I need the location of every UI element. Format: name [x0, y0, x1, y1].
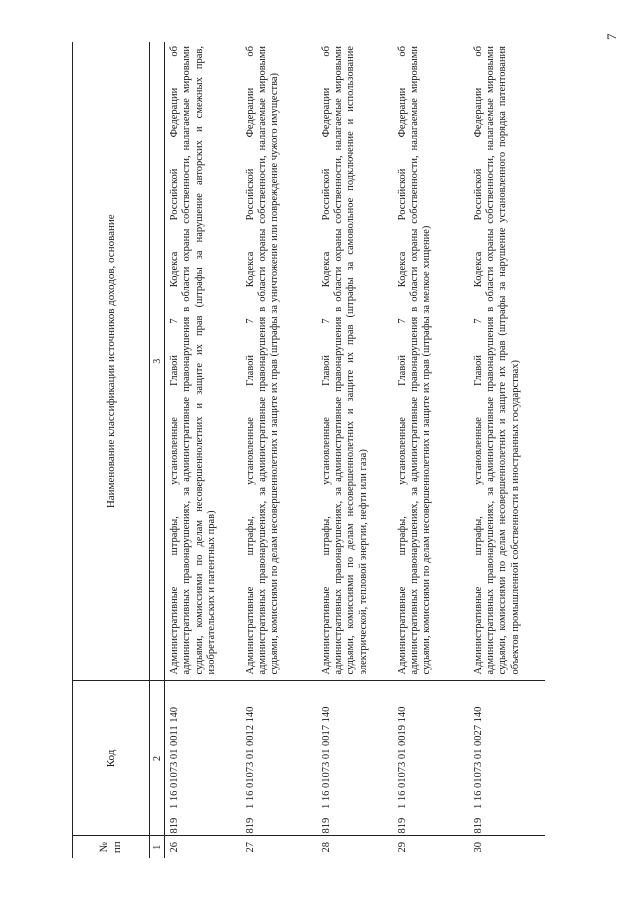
description-text: административных правонарушениях, за административные правонарушения в области охраны собственности, налагаемые мировыми судьями, комиссиями по делам несовершеннолетних и защите их прав (штрафы за мелкое хищение) — [408, 45, 433, 675]
rotated-table-container — [72, 42, 542, 858]
row-number: 28 — [320, 842, 332, 853]
header-code: Код — [73, 681, 150, 836]
description-text: административных правонарушениях, за административные правонарушения в области охраны собственности, налагаемые мировыми судьями, комиссиями по делам несовершеннолетних и защите их прав (штрафы за уничтожение или повреждение чужого имущества) — [256, 45, 281, 675]
row-number: 27 — [244, 842, 256, 853]
description — [165, 42, 241, 681]
table-row — [393, 42, 469, 858]
classification-code: 1 16 01073 01 0012 140 — [244, 706, 256, 809]
classification-code: 1 16 01073 01 0017 140 — [320, 706, 332, 809]
row-number: 26 — [169, 842, 180, 853]
row-number: 30 — [472, 842, 484, 853]
header-num: № пп — [73, 836, 150, 858]
row-number: 29 — [396, 842, 408, 853]
description-first-line: Административные штрафы, установленные Главой 7 Кодекса Российской Федерации об — [169, 45, 180, 675]
code-prefix: 819 — [317, 811, 393, 836]
table-row — [165, 42, 241, 858]
description — [317, 42, 393, 681]
description — [469, 42, 545, 681]
description-text: административных правонарушениях, за административные правонарушения в области охраны собственности, налагаемые мировыми судьями, комиссиями по делам несовершеннолетних и защите их прав (штрафы за нарушение установленного порядка патентования объектов промышленной собственности в иностранных государствах) — [484, 45, 521, 675]
description — [241, 42, 317, 681]
table-row — [241, 42, 317, 858]
column-number-1: 1 — [150, 836, 165, 858]
income-classification-table — [72, 42, 545, 858]
header-name: Наименование классификации источников доходов, основание — [73, 42, 150, 681]
description-first-line: Административные штрафы, установленные Главой 7 Кодекса Российской Федерации об — [472, 45, 484, 675]
description-text: административных правонарушениях, за административные правонарушения в области охраны собственности, налагаемые мировыми судьями, комиссиями по делам несовершеннолетних и защите их прав (штрафы за нарушение авторских и смежных прав, изобретательских и патентных прав) — [181, 45, 218, 675]
description-first-line: Административные штрафы, установленные Главой 7 Кодекса Российской Федерации об — [244, 45, 256, 675]
description-text: административных правонарушениях, за административные правонарушения в области охраны собственности, налагаемые мировыми судьями, комиссиями по делам несовершеннолетних и защите их прав (штрафы за самовольное подключение и использование электрической, тепловой энергии, нефти или газа) — [332, 45, 369, 675]
table-row — [469, 42, 545, 858]
column-number-3: 3 — [150, 42, 165, 681]
code-prefix: 819 — [241, 811, 317, 836]
page-number: 7 — [604, 33, 619, 40]
classification-code: 1 16 01073 01 0011 140 — [169, 707, 180, 809]
code-prefix: 819 — [469, 811, 545, 836]
table-row — [317, 42, 393, 858]
column-number-2: 2 — [150, 681, 165, 836]
table-header — [73, 42, 165, 858]
classification-code: 1 16 01073 01 0027 140 — [472, 706, 484, 809]
description-first-line: Административные штрафы, установленные Главой 7 Кодекса Российской Федерации об — [320, 45, 332, 675]
description-first-line: Административные штрафы, установленные Главой 7 Кодекса Российской Федерации об — [396, 45, 408, 675]
code-prefix: 819 — [393, 811, 469, 836]
description — [393, 42, 469, 681]
classification-code: 1 16 01073 01 0019 140 — [396, 706, 408, 809]
code-prefix: 819 — [165, 811, 241, 836]
